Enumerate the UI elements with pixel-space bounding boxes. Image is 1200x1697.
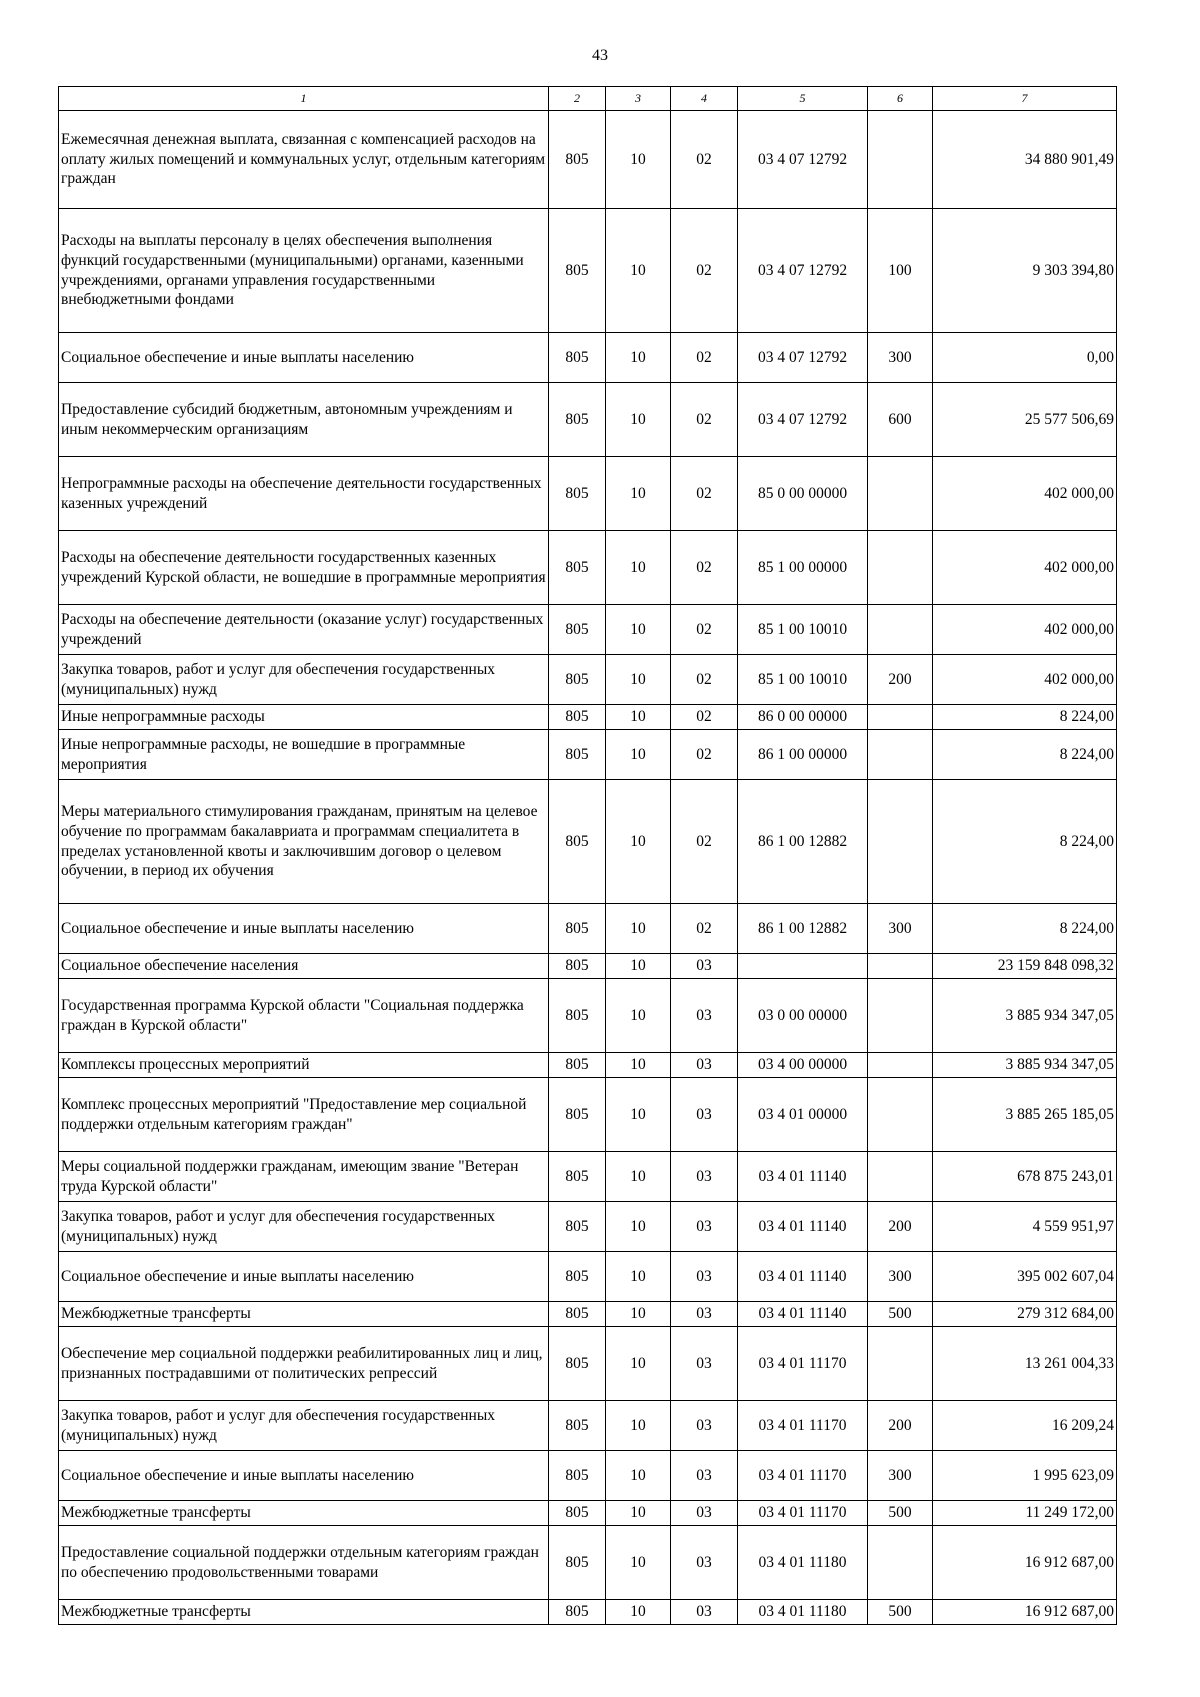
table-row: [59, 1451, 1117, 1501]
header-row: [59, 87, 1117, 111]
row-section: 10: [606, 730, 671, 780]
row-name: Иные непрограммные расходы: [59, 705, 549, 730]
row-expense-type: 500: [868, 1600, 933, 1625]
row-expense-type: 200: [868, 1202, 933, 1252]
row-section: 10: [606, 1152, 671, 1202]
row-code-admin: 805: [549, 1501, 606, 1526]
row-name: Расходы на выплаты персоналу в целях обеспечения выполнения функций государственными (муниципальными) органами, казенными учреждениями, органами управления государственными внебюджетными фондами: [59, 209, 549, 333]
row-code-admin: 805: [549, 1078, 606, 1152]
row-amount: 402 000,00: [933, 531, 1117, 605]
row-expense-type: 500: [868, 1501, 933, 1526]
row-name: Государственная программа Курской области "Социальная поддержка граждан в Курской области": [59, 979, 549, 1053]
row-subsection: 03: [671, 1451, 738, 1501]
row-section: 10: [606, 904, 671, 954]
row-subsection: 03: [671, 1078, 738, 1152]
row-expense-type: 200: [868, 1401, 933, 1451]
table-row: [59, 1526, 1117, 1600]
row-target-article: 03 4 01 11140: [738, 1252, 868, 1302]
table-row: [59, 655, 1117, 705]
row-code-admin: 805: [549, 383, 606, 457]
row-subsection: 03: [671, 954, 738, 979]
row-subsection: 02: [671, 904, 738, 954]
row-amount: 0,00: [933, 333, 1117, 383]
row-amount: 402 000,00: [933, 655, 1117, 705]
row-amount: 279 312 684,00: [933, 1302, 1117, 1327]
row-subsection: 03: [671, 1202, 738, 1252]
row-amount: 1 995 623,09: [933, 1451, 1117, 1501]
row-expense-type: [868, 1327, 933, 1401]
row-name: Комплексы процессных мероприятий: [59, 1053, 549, 1078]
table-row: [59, 531, 1117, 605]
row-target-article: 03 4 01 11170: [738, 1501, 868, 1526]
row-name: Расходы на обеспечение деятельности (оказание услуг) государственных учреждений: [59, 605, 549, 655]
table-row: [59, 730, 1117, 780]
row-section: 10: [606, 457, 671, 531]
row-amount: 9 303 394,80: [933, 209, 1117, 333]
table-row: [59, 1252, 1117, 1302]
table-row: [59, 979, 1117, 1053]
row-name: Социальное обеспечение и иные выплаты населению: [59, 333, 549, 383]
row-section: 10: [606, 111, 671, 209]
row-name: Закупка товаров, работ и услуг для обеспечения государственных (муниципальных) нужд: [59, 1401, 549, 1451]
row-code-admin: 805: [549, 655, 606, 705]
row-name: Меры материального стимулирования гражданам, принятым на целевое обучение по программам бакалавриата и программам специалитета в пределах установленной квоты и заключившим договор о целевом обучении, в период их обучения: [59, 780, 549, 904]
row-amount: 8 224,00: [933, 730, 1117, 780]
row-code-admin: 805: [549, 605, 606, 655]
row-target-article: 03 4 01 11180: [738, 1526, 868, 1600]
column-header: 1: [59, 87, 549, 111]
row-code-admin: 805: [549, 1302, 606, 1327]
row-subsection: 02: [671, 531, 738, 605]
row-expense-type: 300: [868, 1451, 933, 1501]
row-section: 10: [606, 1401, 671, 1451]
row-section: 10: [606, 1302, 671, 1327]
table-row: [59, 457, 1117, 531]
row-target-article: 03 4 07 12792: [738, 111, 868, 209]
row-code-admin: 805: [549, 1327, 606, 1401]
row-amount: 3 885 265 185,05: [933, 1078, 1117, 1152]
row-name: Социальное обеспечение и иные выплаты населению: [59, 1252, 549, 1302]
row-subsection: 02: [671, 457, 738, 531]
row-subsection: 02: [671, 209, 738, 333]
row-code-admin: 805: [549, 1053, 606, 1078]
row-code-admin: 805: [549, 457, 606, 531]
row-code-admin: 805: [549, 531, 606, 605]
row-code-admin: 805: [549, 1526, 606, 1600]
row-expense-type: 300: [868, 333, 933, 383]
row-amount: 23 159 848 098,32: [933, 954, 1117, 979]
column-header: 6: [868, 87, 933, 111]
row-amount: 16 912 687,00: [933, 1600, 1117, 1625]
row-expense-type: [868, 979, 933, 1053]
row-expense-type: [868, 111, 933, 209]
row-section: 10: [606, 1202, 671, 1252]
row-subsection: 02: [671, 333, 738, 383]
row-expense-type: [868, 1078, 933, 1152]
row-target-article: 86 0 00 00000: [738, 705, 868, 730]
row-expense-type: [868, 1053, 933, 1078]
row-subsection: 03: [671, 1252, 738, 1302]
column-header: 4: [671, 87, 738, 111]
table-row: [59, 1078, 1117, 1152]
row-name: Иные непрограммные расходы, не вошедшие в программные мероприятия: [59, 730, 549, 780]
row-target-article: 03 4 01 11180: [738, 1600, 868, 1625]
row-expense-type: [868, 605, 933, 655]
row-subsection: 03: [671, 1302, 738, 1327]
row-expense-type: [868, 1152, 933, 1202]
budget-table: [58, 86, 1117, 1625]
table-row: [59, 1302, 1117, 1327]
row-name: Закупка товаров, работ и услуг для обеспечения государственных (муниципальных) нужд: [59, 655, 549, 705]
table-row: [59, 1053, 1117, 1078]
row-name: Социальное обеспечение и иные выплаты населению: [59, 904, 549, 954]
row-code-admin: 805: [549, 333, 606, 383]
row-section: 10: [606, 1600, 671, 1625]
row-expense-type: [868, 531, 933, 605]
row-name: Ежемесячная денежная выплата, связанная с компенсацией расходов на оплату жилых помещений и коммунальных услуг, отдельным категориям граждан: [59, 111, 549, 209]
row-subsection: 03: [671, 1401, 738, 1451]
row-subsection: 02: [671, 655, 738, 705]
row-target-article: 03 4 01 11140: [738, 1302, 868, 1327]
row-target-article: 86 1 00 12882: [738, 904, 868, 954]
row-name: Социальное обеспечение населения: [59, 954, 549, 979]
row-expense-type: [868, 954, 933, 979]
row-code-admin: 805: [549, 111, 606, 209]
row-target-article: 03 4 01 11170: [738, 1451, 868, 1501]
row-expense-type: 300: [868, 904, 933, 954]
table-row: [59, 383, 1117, 457]
row-amount: 34 880 901,49: [933, 111, 1117, 209]
row-section: 10: [606, 605, 671, 655]
row-target-article: 03 4 01 11170: [738, 1401, 868, 1451]
row-amount: 8 224,00: [933, 904, 1117, 954]
row-amount: 8 224,00: [933, 705, 1117, 730]
row-amount: 13 261 004,33: [933, 1327, 1117, 1401]
row-section: 10: [606, 1327, 671, 1401]
row-expense-type: [868, 780, 933, 904]
table-body: [59, 111, 1117, 1625]
table-row: [59, 1501, 1117, 1526]
table-row: [59, 1327, 1117, 1401]
row-section: 10: [606, 705, 671, 730]
row-target-article: 85 1 00 00000: [738, 531, 868, 605]
row-subsection: 03: [671, 1501, 738, 1526]
table-row: [59, 705, 1117, 730]
row-section: 10: [606, 1451, 671, 1501]
row-amount: 16 209,24: [933, 1401, 1117, 1451]
row-target-article: 03 4 01 11170: [738, 1327, 868, 1401]
row-section: 10: [606, 333, 671, 383]
row-amount: 395 002 607,04: [933, 1252, 1117, 1302]
row-code-admin: 805: [549, 1401, 606, 1451]
row-name: Межбюджетные трансферты: [59, 1302, 549, 1327]
row-subsection: 02: [671, 780, 738, 904]
row-section: 10: [606, 655, 671, 705]
row-name: Предоставление социальной поддержки отдельным категориям граждан по обеспечению продовольственными товарами: [59, 1526, 549, 1600]
row-amount: 3 885 934 347,05: [933, 979, 1117, 1053]
row-code-admin: 805: [549, 1202, 606, 1252]
row-expense-type: 200: [868, 655, 933, 705]
row-section: 10: [606, 209, 671, 333]
table-row: [59, 780, 1117, 904]
row-name: Обеспечение мер социальной поддержки реабилитированных лиц и лиц, признанных пострадавшими от политических репрессий: [59, 1327, 549, 1401]
table-row: [59, 111, 1117, 209]
row-expense-type: [868, 1526, 933, 1600]
table-row: [59, 333, 1117, 383]
row-name: Непрограммные расходы на обеспечение деятельности государственных казенных учреждений: [59, 457, 549, 531]
row-section: 10: [606, 954, 671, 979]
row-subsection: 03: [671, 1152, 738, 1202]
row-subsection: 02: [671, 111, 738, 209]
row-subsection: 03: [671, 1327, 738, 1401]
row-target-article: 85 1 00 10010: [738, 605, 868, 655]
row-section: 10: [606, 979, 671, 1053]
column-header: 7: [933, 87, 1117, 111]
row-subsection: 03: [671, 979, 738, 1053]
row-amount: 25 577 506,69: [933, 383, 1117, 457]
row-amount: 4 559 951,97: [933, 1202, 1117, 1252]
row-name: Закупка товаров, работ и услуг для обеспечения государственных (муниципальных) нужд: [59, 1202, 549, 1252]
row-name: Комплекс процессных мероприятий "Предоставление мер социальной поддержки отдельным категориям граждан": [59, 1078, 549, 1152]
row-section: 10: [606, 1526, 671, 1600]
row-amount: 402 000,00: [933, 457, 1117, 531]
row-target-article: 03 4 07 12792: [738, 383, 868, 457]
row-expense-type: 300: [868, 1252, 933, 1302]
table-row: [59, 605, 1117, 655]
column-header: 3: [606, 87, 671, 111]
row-expense-type: 100: [868, 209, 933, 333]
row-subsection: 03: [671, 1600, 738, 1625]
row-code-admin: 805: [549, 1152, 606, 1202]
row-expense-type: [868, 457, 933, 531]
page-number: 43: [592, 47, 608, 64]
row-name: Межбюджетные трансферты: [59, 1600, 549, 1625]
table-row: [59, 209, 1117, 333]
row-code-admin: 805: [549, 1451, 606, 1501]
row-expense-type: 600: [868, 383, 933, 457]
row-expense-type: 500: [868, 1302, 933, 1327]
row-subsection: 02: [671, 605, 738, 655]
row-amount: 402 000,00: [933, 605, 1117, 655]
row-code-admin: 805: [549, 705, 606, 730]
row-target-article: 86 1 00 12882: [738, 780, 868, 904]
row-subsection: 02: [671, 705, 738, 730]
table-row: [59, 1202, 1117, 1252]
row-code-admin: 805: [549, 979, 606, 1053]
row-target-article: 03 4 07 12792: [738, 209, 868, 333]
row-section: 10: [606, 1501, 671, 1526]
row-target-article: 03 4 01 00000: [738, 1078, 868, 1152]
row-amount: 3 885 934 347,05: [933, 1053, 1117, 1078]
row-target-article: 03 4 00 00000: [738, 1053, 868, 1078]
row-target-article: [738, 954, 868, 979]
row-target-article: 85 0 00 00000: [738, 457, 868, 531]
row-code-admin: 805: [549, 904, 606, 954]
column-header: 5: [738, 87, 868, 111]
row-section: 10: [606, 383, 671, 457]
table-row: [59, 1600, 1117, 1625]
table-row: [59, 1401, 1117, 1451]
row-name: Расходы на обеспечение деятельности государственных казенных учреждений Курской области, не вошедшие в программные мероприятия: [59, 531, 549, 605]
row-expense-type: [868, 705, 933, 730]
row-amount: 11 249 172,00: [933, 1501, 1117, 1526]
row-target-article: 03 0 00 00000: [738, 979, 868, 1053]
row-amount: 16 912 687,00: [933, 1526, 1117, 1600]
row-code-admin: 805: [549, 954, 606, 979]
row-section: 10: [606, 531, 671, 605]
row-target-article: 03 4 01 11140: [738, 1152, 868, 1202]
row-name: Межбюджетные трансферты: [59, 1501, 549, 1526]
row-section: 10: [606, 1252, 671, 1302]
row-target-article: 03 4 01 11140: [738, 1202, 868, 1252]
row-code-admin: 805: [549, 780, 606, 904]
column-header: 2: [549, 87, 606, 111]
row-target-article: 86 1 00 00000: [738, 730, 868, 780]
row-subsection: 02: [671, 730, 738, 780]
row-name: Социальное обеспечение и иные выплаты населению: [59, 1451, 549, 1501]
row-subsection: 03: [671, 1526, 738, 1600]
row-subsection: 03: [671, 1053, 738, 1078]
row-name: Предоставление субсидий бюджетным, автономным учреждениям и иным некоммерческим организациям: [59, 383, 549, 457]
table-row: [59, 1152, 1117, 1202]
row-target-article: 85 1 00 10010: [738, 655, 868, 705]
row-name: Меры социальной поддержки гражданам, имеющим звание "Ветеран труда Курской области": [59, 1152, 549, 1202]
row-section: 10: [606, 1078, 671, 1152]
table-row: [59, 954, 1117, 979]
row-amount: 8 224,00: [933, 780, 1117, 904]
row-target-article: 03 4 07 12792: [738, 333, 868, 383]
row-expense-type: [868, 730, 933, 780]
row-code-admin: 805: [549, 209, 606, 333]
table-row: [59, 904, 1117, 954]
row-section: 10: [606, 1053, 671, 1078]
row-code-admin: 805: [549, 1600, 606, 1625]
row-amount: 678 875 243,01: [933, 1152, 1117, 1202]
row-code-admin: 805: [549, 730, 606, 780]
row-code-admin: 805: [549, 1252, 606, 1302]
row-section: 10: [606, 780, 671, 904]
row-subsection: 02: [671, 383, 738, 457]
